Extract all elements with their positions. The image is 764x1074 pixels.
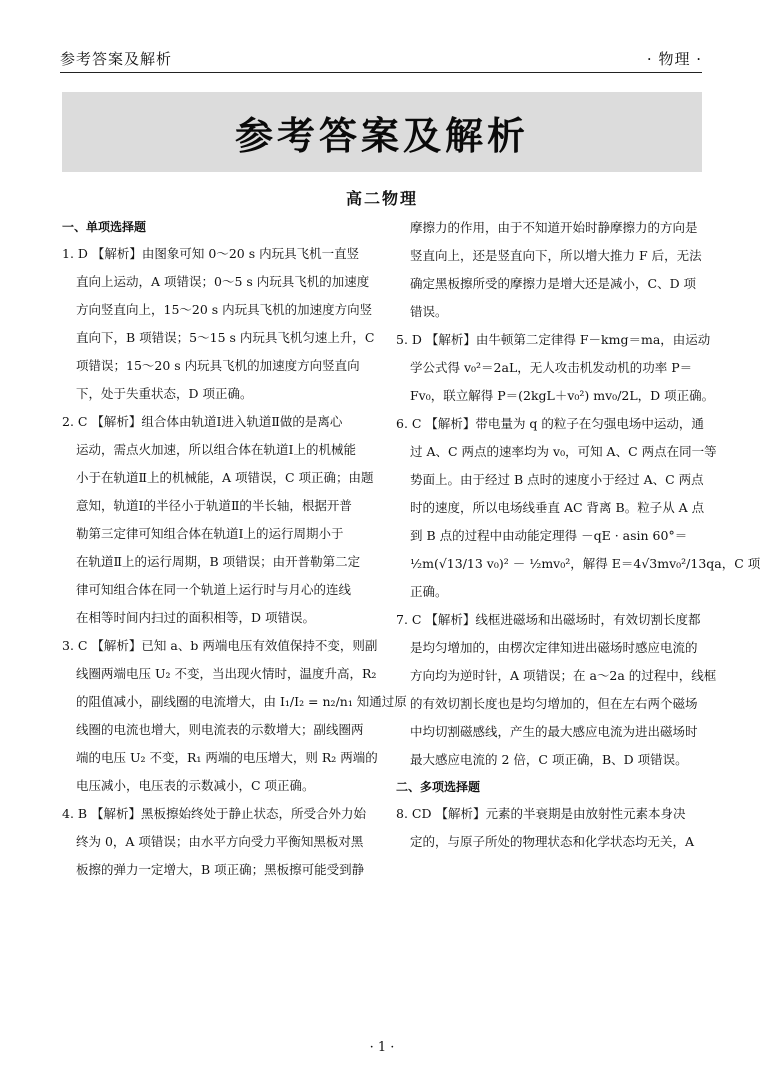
section-heading-single-choice: 一、单项选择题 xyxy=(62,220,147,234)
text-line: 5. D 【解析】由牛顿第二定律得 F－kmg＝ma，由运动 xyxy=(396,332,711,347)
text-line: 6. C 【解析】带电量为 q 的粒子在匀强电场中运动，通 xyxy=(396,416,704,431)
text-line: 的有效切割长度也是均匀增加的，但在左右两个磁场 xyxy=(410,696,698,711)
text-line: 端的电压 U₂ 不变，R₁ 两端的电压增大，则 R₂ 两端的 xyxy=(76,750,378,765)
text-line: 最大感应电流的 2 倍，C 项正确，B、D 项错误。 xyxy=(410,752,688,767)
answer-item-3 xyxy=(62,632,407,800)
text-line: 学公式得 v₀²＝2aL，无人攻击机发动机的功率 P＝ xyxy=(410,360,693,375)
answer-item-6 xyxy=(396,410,761,606)
text-line: 错误。 xyxy=(410,304,448,319)
answer-item-4-continued xyxy=(396,214,702,326)
title-banner xyxy=(62,92,702,172)
answer-item-8 xyxy=(396,800,702,856)
answer-item-7 xyxy=(396,606,717,774)
text-line: 项错误；15～20 s 内玩具飞机的加速度方向竖直向 xyxy=(76,358,360,373)
text-line: 到 B 点的过程中由动能定理得 －qE · asin 60°＝ xyxy=(410,528,688,543)
page-header xyxy=(60,42,702,73)
text-line: 2. C 【解析】组合体由轨道Ⅰ进入轨道Ⅱ做的是离心 xyxy=(62,414,343,429)
text-line: 意知，轨道Ⅰ的半径小于轨道Ⅱ的半长轴，根据开普 xyxy=(76,498,352,513)
text-line: 直向下，B 项错误；5～15 s 内玩具飞机匀速上升，C xyxy=(76,330,375,345)
text-line: 8. CD 【解析】元素的半衰期是由放射性元素本身决 xyxy=(396,806,686,821)
text-line: 4. B 【解析】黑板擦始终处于静止状态，所受合外力始 xyxy=(62,806,367,821)
text-line: 方向均为逆时针，A 项错误；在 a～2a 的过程中，线框 xyxy=(410,668,717,683)
banner-title: 参考答案及解析 xyxy=(234,113,529,158)
text-line: 势面上。由于经过 B 点时的速度小于经过 A、C 两点 xyxy=(410,472,704,487)
page-number: · 1 · xyxy=(369,1040,395,1055)
text-line: 中均切割磁感线，产生的最大感应电流为进出磁场时 xyxy=(410,724,698,739)
text-line: 在轨道Ⅱ上的运行周期，B 项错误；由开普勒第二定 xyxy=(76,554,361,569)
text-line: 在相等时间内扫过的面积相等，D 项错误。 xyxy=(76,610,315,625)
text-line: 1. D 【解析】由图象可知 0～20 s 内玩具飞机一直竖 xyxy=(62,246,360,261)
text-line: 方向竖直向上，15～20 s 内玩具飞机的加速度方向竖 xyxy=(76,302,373,317)
text-line: 7. C 【解析】线框进磁场和出磁场时，有效切割长度都 xyxy=(396,612,701,627)
answer-item-4 xyxy=(62,800,380,884)
text-line: 确定黑板擦所受的摩擦力是增大还是减小，C、D 项 xyxy=(410,276,697,291)
text-line: 律可知组合体在同一个轨道上运行时与月心的连线 xyxy=(76,582,352,597)
header-left-title: 参考答案及解析 xyxy=(60,50,173,68)
text-line: 下，处于失重状态，D 项正确。 xyxy=(76,386,253,401)
left-column xyxy=(62,214,407,884)
text-line: 的阻值减小，副线圈的电流增大，由 I₁/I₂ = n₂/n₁ 知通过原 xyxy=(76,694,407,709)
text-line: 运动，需点火加速，所以组合体在轨道Ⅰ上的机械能 xyxy=(76,442,356,457)
answer-item-5 xyxy=(396,326,715,410)
text-line: 线圈的电流也增大，则电流表的示数增大；副线圈两 xyxy=(76,722,364,737)
text-line: 直向上运动，A 项错误；0～5 s 内玩具飞机的加速度 xyxy=(76,274,370,289)
text-line: 电压减小，电压表的示数减小，C 项正确。 xyxy=(76,778,315,793)
text-line: 竖直向上，还是竖直向下，所以增大推力 F 后，无法 xyxy=(410,248,702,263)
text-line: 定的，与原子所处的物理状态和化学状态均无关，A xyxy=(410,834,695,849)
text-line: 小于在轨道Ⅱ上的机械能，A 项错误，C 项正确；由题 xyxy=(76,470,374,485)
answer-item-2 xyxy=(62,408,380,632)
text-line: 板擦的弹力一定增大，B 项正确；黑板擦可能受到静 xyxy=(76,862,365,877)
answer-item-1 xyxy=(62,240,380,408)
right-column xyxy=(396,214,761,856)
text-line: 是均匀增加的，由楞次定律知进出磁场时感应电流的 xyxy=(410,640,698,655)
page-subtitle: 高二物理 xyxy=(345,189,418,208)
text-line: ½m(√13/13 v₀)² － ½mv₀²，解得 E＝4√3mv₀²/13qa，C 项 xyxy=(410,556,761,571)
text-line: 终为 0，A 项错误；由水平方向受力平衡知黑板对黑 xyxy=(76,834,364,849)
text-line: 3. C 【解析】已知 a、b 两端电压有效值保持不变，则副 xyxy=(62,638,378,653)
text-line: 线圈两端电压 U₂ 不变，当出现火情时，温度升高，R₂ xyxy=(76,666,377,681)
text-line: Fv₀，联立解得 P＝(2kgL＋v₀²) mv₀/2L，D 项正确。 xyxy=(410,388,715,403)
text-line: 过 A、C 两点的速率均为 v₀，可知 A、C 两点在同一等 xyxy=(410,444,717,459)
text-line: 正确。 xyxy=(410,584,448,599)
text-line: 时的速度，所以电场线垂直 AC 背离 B。粒子从 A 点 xyxy=(410,500,705,515)
header-subject: · 物理 · xyxy=(646,50,702,68)
section-heading-multiple-choice: 二、多项选择题 xyxy=(396,780,481,794)
text-line: 勒第三定律可知组合体在轨道Ⅰ上的运行周期小于 xyxy=(76,526,344,541)
text-line: 摩擦力的作用，由于不知道开始时静摩擦力的方向是 xyxy=(410,220,698,235)
